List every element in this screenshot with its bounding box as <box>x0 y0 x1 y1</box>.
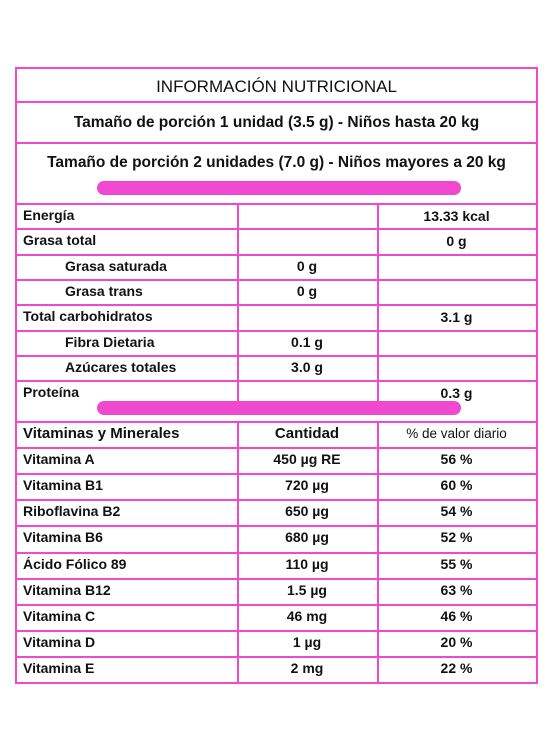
section-separator-bar <box>97 401 461 415</box>
nutrient-name: Azúcares totales <box>65 359 177 375</box>
nutrient-name: Proteína <box>23 384 80 400</box>
row-divider <box>17 473 536 475</box>
nutrient-amount: 0 g <box>296 258 318 274</box>
row-divider <box>17 304 536 306</box>
vitamin-name: Vitamina B12 <box>23 582 111 598</box>
vitamin-name: Ácido Fólico 89 <box>23 556 127 572</box>
vitamin-amount: 46 mg <box>286 608 328 624</box>
nutrient-name: Total carbohidratos <box>23 308 153 324</box>
vitamins-header-name: Vitaminas y Minerales <box>23 425 180 442</box>
row-divider <box>17 499 536 501</box>
divider <box>17 421 536 423</box>
vitamin-dv: 54 % <box>440 503 473 519</box>
row-divider <box>17 552 536 554</box>
nutrient-name: Grasa total <box>23 232 97 248</box>
row-divider <box>17 604 536 606</box>
vitamin-name: Vitamina C <box>23 608 96 624</box>
row-divider <box>17 330 536 332</box>
vitamin-name: Riboflavina B2 <box>23 503 121 519</box>
row-divider <box>17 525 536 527</box>
column-divider <box>377 421 379 682</box>
nutrient-amount: 0 g <box>296 283 318 299</box>
serving-size-1: Tamaño de porción 1 unidad (3.5 g) - Niños hasta 20 kg <box>73 114 480 131</box>
row-divider <box>17 279 536 281</box>
row-divider <box>17 254 536 256</box>
nutrient-amount: 3.0 g <box>291 359 323 375</box>
serving-size-2: Tamaño de porción 2 unidades (7.0 g) - Niños mayores a 20 kg <box>47 154 506 171</box>
row-divider <box>17 578 536 580</box>
vitamin-name: Vitamina B6 <box>23 529 103 545</box>
row-divider <box>17 355 536 357</box>
vitamin-name: Vitamina A <box>23 451 95 467</box>
row-divider <box>17 228 536 230</box>
vitamin-name: Vitamina E <box>23 660 95 676</box>
column-divider <box>377 203 379 405</box>
vitamin-dv: 22 % <box>440 660 473 676</box>
vitamin-dv: 46 % <box>440 608 473 624</box>
vitamin-dv: 52 % <box>440 529 473 545</box>
row-divider <box>17 447 536 449</box>
vitamins-header-dv: % de valor diario <box>406 426 507 441</box>
vitamin-amount: 680 µg <box>285 529 329 545</box>
column-divider <box>237 203 239 405</box>
vitamin-dv: 56 % <box>440 451 473 467</box>
divider <box>17 101 536 103</box>
vitamin-dv: 55 % <box>440 556 473 572</box>
row-divider <box>17 630 536 632</box>
vitamins-header-amount: Cantidad <box>274 425 340 442</box>
nutrient-value: 0.3 g <box>440 385 473 401</box>
vitamin-dv: 63 % <box>440 582 473 598</box>
divider <box>17 203 536 205</box>
vitamin-amount: 450 µg RE <box>273 451 341 467</box>
nutrient-name: Fibra Dietaria <box>65 334 155 350</box>
nutrient-name: Grasa trans <box>65 283 143 299</box>
row-divider <box>17 380 536 382</box>
column-divider <box>237 421 239 682</box>
vitamin-name: Vitamina D <box>23 634 96 650</box>
vitamin-dv: 20 % <box>440 634 473 650</box>
nutrient-name: Energía <box>23 207 75 223</box>
vitamin-name: Vitamina B1 <box>23 477 103 493</box>
divider <box>17 142 536 144</box>
nutrition-label <box>15 67 538 684</box>
label-title: INFORMACIÓN NUTRICIONAL <box>156 77 397 96</box>
vitamin-dv: 60 % <box>440 477 473 493</box>
section-separator-bar <box>97 181 461 195</box>
vitamin-amount: 720 µg <box>285 477 329 493</box>
nutrient-name: Grasa saturada <box>65 258 167 274</box>
vitamin-amount: 1 µg <box>292 634 322 650</box>
nutrient-value: 3.1 g <box>440 309 473 325</box>
row-divider <box>17 656 536 658</box>
vitamin-amount: 110 µg <box>285 556 329 572</box>
vitamin-amount: 1.5 µg <box>287 582 327 598</box>
vitamin-amount: 650 µg <box>285 503 329 519</box>
nutrient-amount: 0.1 g <box>291 334 323 350</box>
nutrient-value: 0 g <box>446 233 467 249</box>
nutrient-value: 13.33 kcal <box>423 208 490 224</box>
vitamin-amount: 2 mg <box>290 660 324 676</box>
